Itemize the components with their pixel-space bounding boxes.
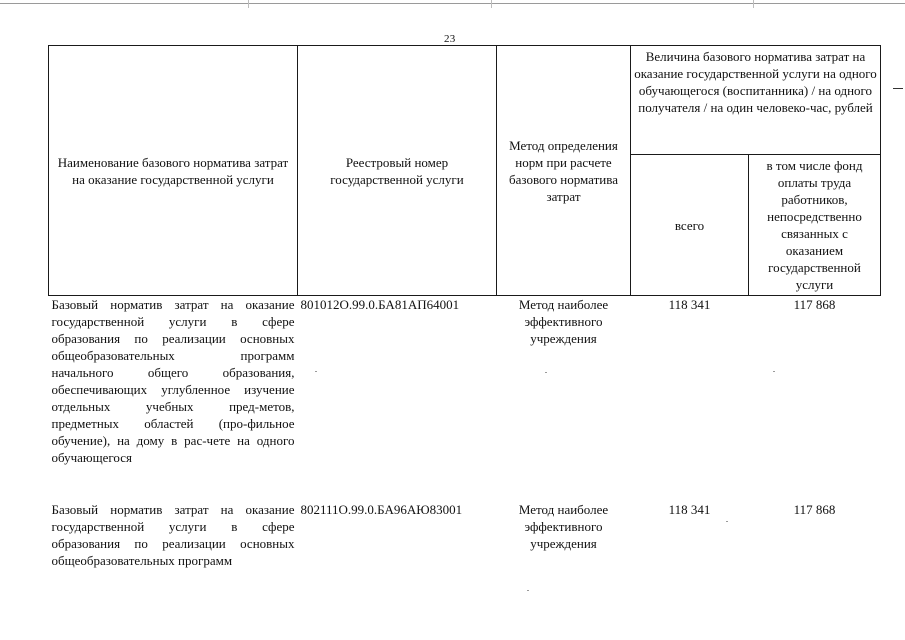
- cell-salary-fund: 117 868: [793, 297, 836, 312]
- cell-total: 118 341: [668, 297, 711, 312]
- cell-method: Метод наиболее эффективного учреждения: [518, 502, 609, 551]
- cell-registry-number: 801012О.99.0.БА81АП64001: [300, 297, 460, 312]
- scan-mark: [491, 0, 492, 8]
- scan-speck: [527, 590, 529, 591]
- scan-top-rule: [0, 3, 905, 4]
- cell-registry-number: 802111О.99.0.БА96АЮ83001: [300, 502, 463, 517]
- header-method: Метод определения норм при расчете базового норматива затрат: [497, 46, 631, 296]
- table-row: [49, 501, 881, 581]
- page-number: 23: [444, 33, 456, 45]
- cell-total: 118 341: [668, 502, 711, 517]
- header-total: всего: [631, 155, 749, 296]
- scan-mark: [753, 0, 754, 8]
- table-header-row: [49, 46, 881, 155]
- cell-method: Метод наиболее эффективного учреждения: [518, 297, 609, 346]
- header-name: Наименование базового норматива затрат на оказание государственной услуги: [49, 46, 298, 296]
- base-norms-table: [48, 45, 881, 581]
- table-row: [49, 296, 881, 502]
- header-norm-value: Величина базового норматива затрат на оказание государственной услуги на одного обучающегося (воспитанника) / на одного получателя / на один человеко-час, рублей: [631, 46, 881, 155]
- header-registry-number: Реестровый номер государственной услуги: [298, 46, 497, 296]
- cell-salary-fund: 117 868: [793, 502, 836, 517]
- margin-mark: [893, 88, 903, 89]
- cell-norm-name: Базовый норматив затрат на оказание государственной услуги в сфере образования по реализации основных общеобразовательных программ начального общего образования, обеспечивающих углубленное изучение отдельных учебных пред-метов, предметных областей (про-фильное обучение), на дому в рас-чете на одного обучающегося: [51, 297, 295, 465]
- header-salary-fund: в том числе фонд оплаты труда работников, непосредственно связанных с оказанием государственной услуги: [749, 155, 881, 296]
- scan-mark: [248, 0, 249, 8]
- cell-norm-name: Базовый норматив затрат на оказание государственной услуги в сфере образования по реализации основных общеобразовательных программ: [51, 502, 295, 568]
